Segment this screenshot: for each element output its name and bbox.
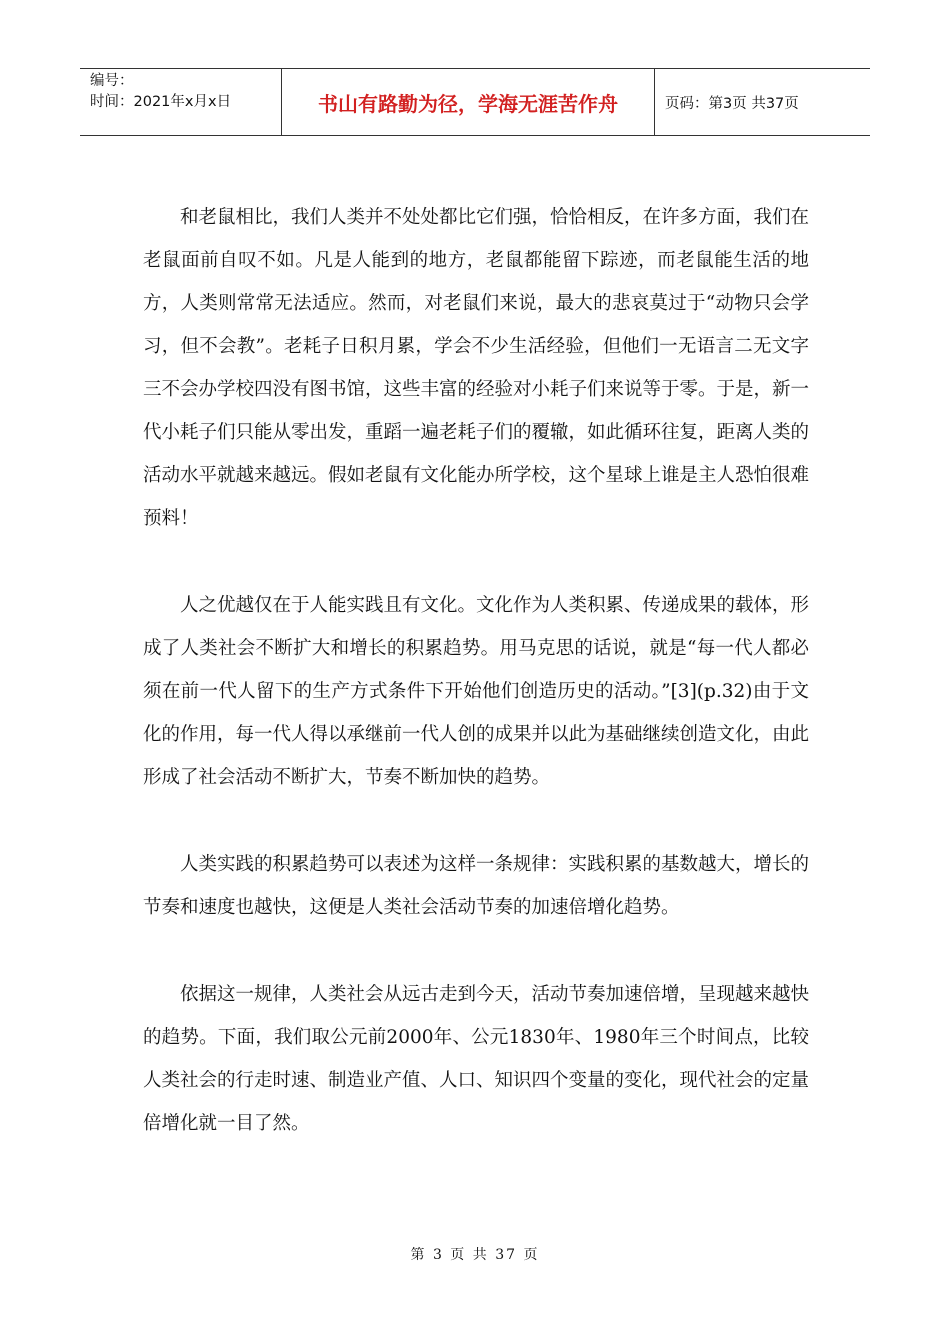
header-motto: 书山有路勤为径，学海无涯苦作舟 — [282, 69, 655, 135]
body-paragraph-1: 和老鼠相比，我们人类并不处处都比它们强，恰恰相反，在许多方面，我们在老鼠面前自叹不如。凡是人能到的地方，老鼠都能留下踪迹，而老鼠能生活的地方，人类则常常无法适应。然而，对老鼠们来说，最大的悲哀莫过于“动物只会学习，但不会教”。老耗子日积月累，学会不少生活经验，但他们一无语言二无文字三不会办学校四没有图书馆，这些丰富的经验对小耗子们来说等于零。于是，新一代小耗子们只能从零出发，重蹈一遍老耗子们的覆辙，如此循环往复，距离人类的活动水平就越来越远。假如老鼠有文化能办所学校，这个星球上谁是主人恐怕很难预料！ — [143, 207, 810, 529]
header-page-info: 页码：第3页 共37页 — [665, 95, 799, 112]
body-paragraph-2: 人之优越仅在于人能实践且有文化。文化作为人类积累、传递成果的载体，形成了人类社会不断扩大和增长的积累趋势。用马克思的话说，就是“每一代人都必须在前一代人留下的生产方式条件下开始他们创造历史的活动。”[3](p.32)由于文化的作用，每一代人得以承继前一代人创的成果并以此为基础继续创造文化，由此形成了社会活动不断扩大，节奏不断加快的趋势。 — [143, 595, 810, 788]
header-meta — [80, 69, 282, 135]
body-paragraph-4: 依据这一规律，人类社会从远古走到今天，活动节奏加速倍增，呈现越来越快的趋势。下面，我们取公元前2000年、公元1830年、1980年三个时间点，比较人类社会的行走时速、制造业产值、人口、知识四个变量的变化，现代社会的定量倍增化就一目了然。 — [143, 984, 810, 1134]
page-footer: 第 3 页 共 37 页 — [410, 1247, 540, 1263]
body-paragraph-3: 人类实践的积累趋势可以表述为这样一条规律：实践积累的基数越大，增长的节奏和速度也越快，这便是人类社会活动节奏的加速倍增化趋势。 — [143, 854, 810, 918]
document-body — [143, 196, 809, 1189]
document-date-label: 时间：2021年x月x日 — [90, 94, 232, 110]
page-header — [80, 68, 870, 136]
document-number-label: 编号： — [90, 73, 134, 89]
